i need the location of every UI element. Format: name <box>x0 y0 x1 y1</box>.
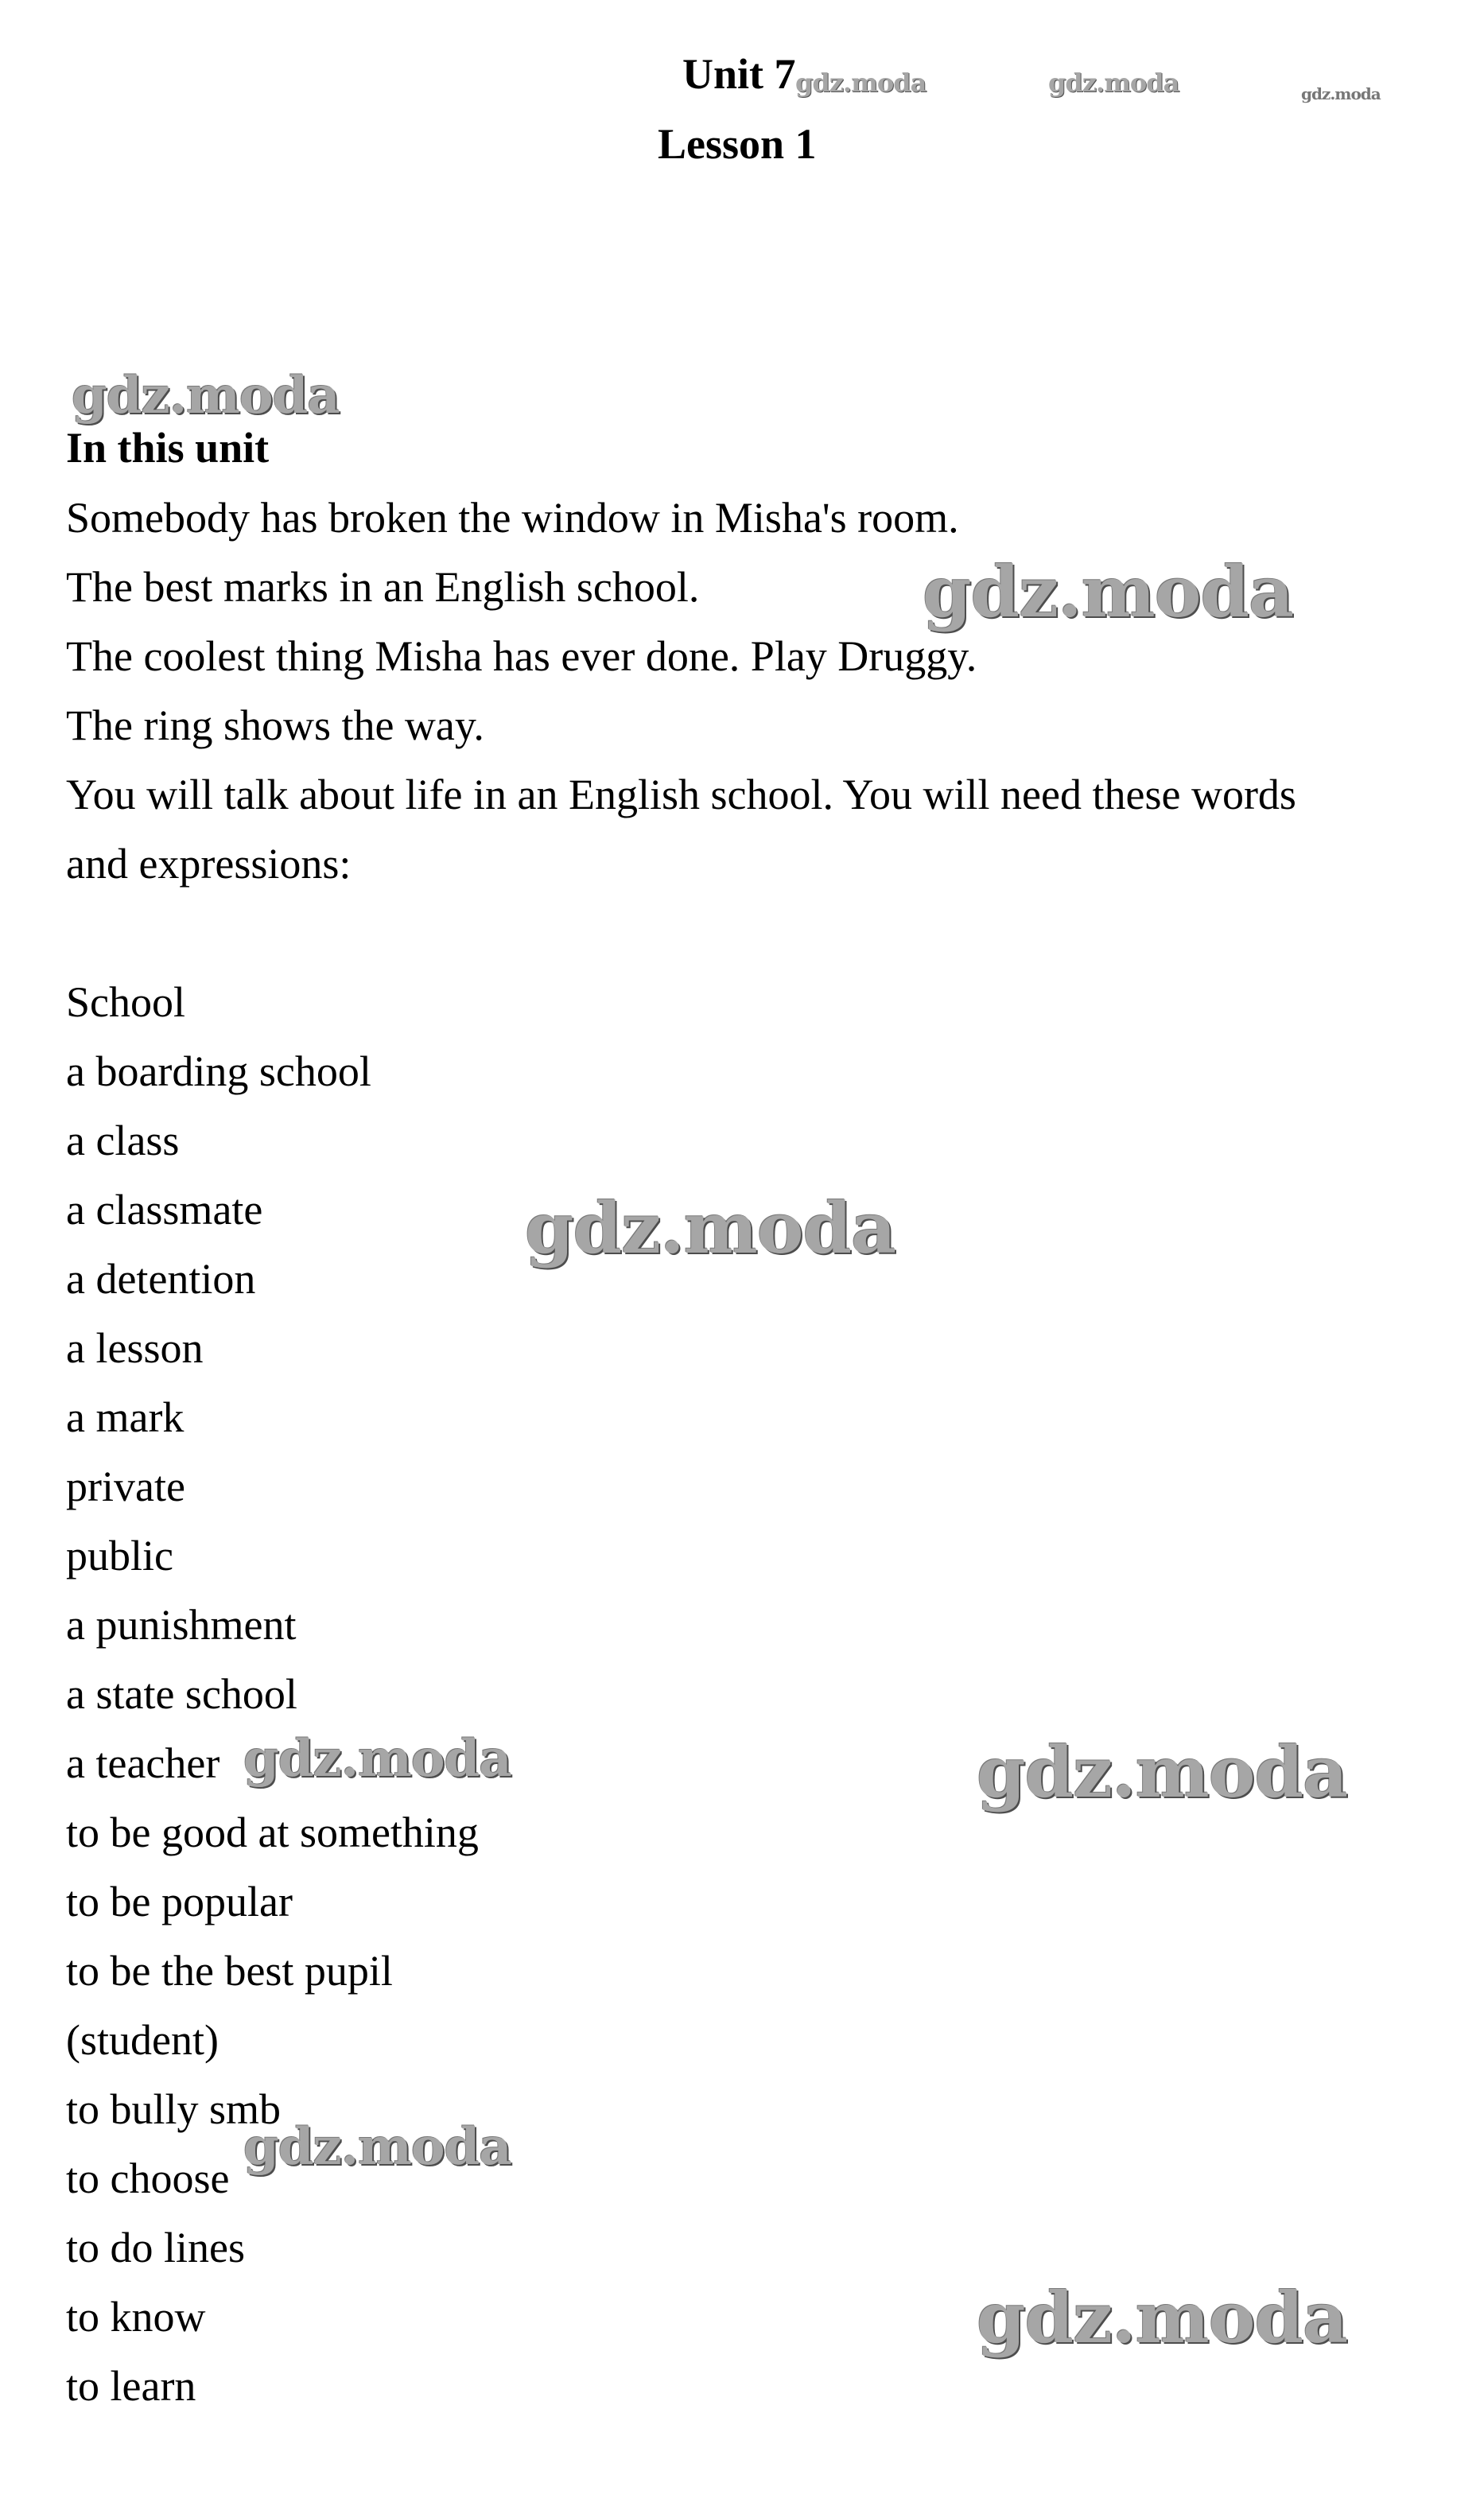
intro-line: You will talk about life in an English school. You will need these words <box>66 771 1296 818</box>
watermark: gdz.moda <box>72 366 340 425</box>
intro-line: The best marks in an English school. <box>66 563 700 611</box>
vocabulary-item: to bully smb <box>66 2085 282 2133</box>
vocabulary-item: to know <box>66 2293 206 2341</box>
vocabulary-item: a class <box>66 1117 180 1164</box>
section-heading: In this unit <box>66 424 270 472</box>
intro-line: and expressions: <box>66 840 352 888</box>
watermark: gdz.moda <box>977 1731 1348 1813</box>
vocabulary-item: a punishment <box>66 1601 297 1649</box>
vocabulary-item: a mark <box>66 1393 185 1441</box>
lesson-title: Lesson 1 <box>658 120 817 168</box>
vocabulary-item: a classmate <box>66 1186 263 1234</box>
vocabulary-item: to learn <box>66 2362 196 2410</box>
vocabulary-item: private <box>66 1463 185 1510</box>
vocabulary-item: a detention <box>66 1255 256 1303</box>
vocabulary-item: to be the best pupil <box>66 1947 393 1995</box>
watermark: gdz.moda <box>1048 68 1179 98</box>
vocabulary-item: School <box>66 978 186 1026</box>
vocabulary-item: to be good at something <box>66 1809 479 1856</box>
watermark: gdz.moda <box>977 2276 1348 2359</box>
watermark: gdz.moda <box>923 550 1294 633</box>
watermark: gdz.moda <box>525 1187 896 1269</box>
vocabulary-item: a state school <box>66 1670 297 1718</box>
vocabulary-item: a lesson <box>66 1324 204 1372</box>
intro-text <box>66 484 1442 899</box>
unit-title: Unit 7 <box>682 50 796 98</box>
intro-line: The coolest thing Misha has ever done. Play Druggy. <box>66 632 977 680</box>
vocabulary-item: a boarding school <box>66 1047 371 1095</box>
vocabulary-item: public <box>66 1532 173 1579</box>
vocabulary-item: to choose <box>66 2154 230 2202</box>
intro-line: The ring shows the way. <box>66 701 484 749</box>
vocabulary-item: a teacher <box>66 1739 220 1787</box>
vocabulary-item: (student) <box>66 2016 219 2064</box>
intro-line: Somebody has broken the window in Misha's room. <box>66 494 959 542</box>
watermark: gdz.moda <box>1301 84 1381 103</box>
vocabulary-item: to do lines <box>66 2224 245 2271</box>
vocabulary-item: to be popular <box>66 1878 293 1925</box>
watermark: gdz.moda <box>795 68 927 98</box>
watermark: gdz.moda <box>243 1729 511 1789</box>
watermark: gdz.moda <box>243 2117 511 2177</box>
vocabulary-list <box>66 968 479 2421</box>
